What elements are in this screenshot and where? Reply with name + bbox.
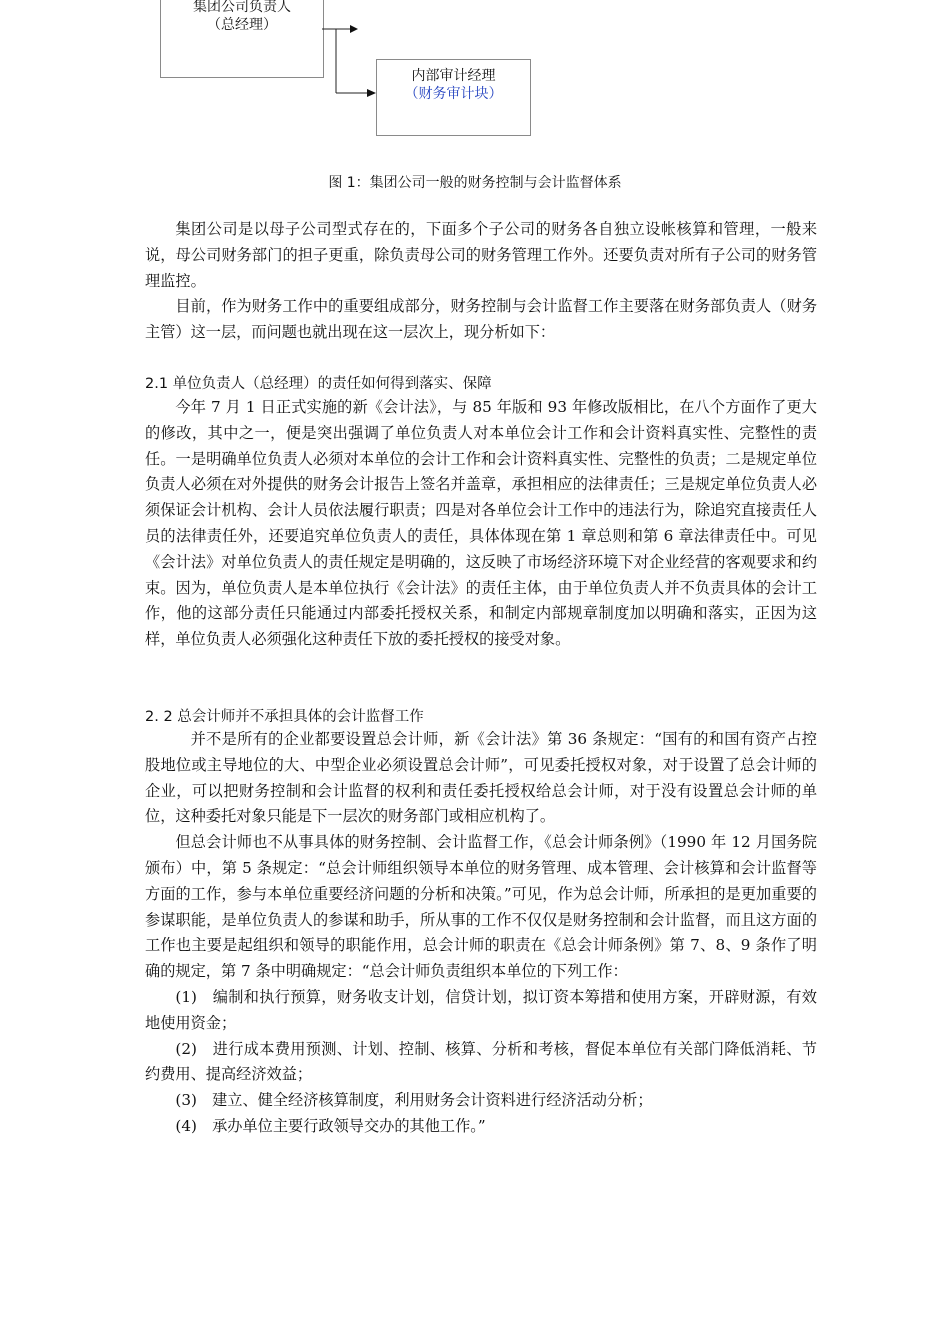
box-group-leader-title: 集团公司负责人 <box>193 0 291 15</box>
section-2-1-paragraph: 今年 7 月 1 日正式实施的新《会计法》，与 85 年版和 93 年修改版相比，在八个方面作了更大的修改，其中之一，便是突出强调了单位负责人对本单位会计工作和会计资料真实性、完整性的责任。一是明确单位负责人必须对本单位的会计工作和会计资料真实性、完整性的负责；二是规定单位负责人必须在对外提供的财务会计报告上签名并盖章，承担相应的法律责任；三是规定单位负责人必须保证会计机构、会计人员依法履行职责；四是对各单位会计工作中的违法行为，除追究直接责任人员的法律责任外，还要追究单位负责人的责任，具体体现在第 1 章总则和第 6 章法律责任中。可见《会计法》对单位负责人的责任规定是明确的，这反映了市场经济环境下对企业经营的客观要求和约束。因为，单位负责人是本单位执行《会计法》的责任主体，由于单位负责人并不负责具体的会计工作，他的这部分责任只能通过内部委托授权关系，和制定内部规章制度加以明确和落实，正因为这样，单位负责人必须强化这种责任下放的委托授权的接受对象。 <box>145 398 817 649</box>
arrowhead-top <box>350 25 358 33</box>
intro-paragraph-2: 目前，作为财务工作中的重要组成部分，财务控制与会计监督工作主要落在财务部负责人（财务主管）这一层，而问题也就出现在这一层次上，现分析如下： <box>145 297 817 342</box>
figure-caption: 图 1：集团公司一般的财务控制与会计监督体系 <box>328 175 622 191</box>
list-item-3: (3) 建立、健全经济核算制度，利用财务会计资料进行经济活动分析； <box>175 1091 653 1110</box>
box-group-leader-subtitle: （总经理） <box>207 17 277 33</box>
box-internal-audit-title: 内部审计经理 <box>411 68 496 84</box>
list-item-2: (2) 进行成本费用预测、计划、控制、核算、分析和考核，督促本单位有关部门降低消耗、节约费用、提高经济效益； <box>145 1039 817 1084</box>
intro-block <box>145 217 817 346</box>
list-item-1: (1) 编制和执行预算，财务收支计划，信贷计划，拟订资本筹措和使用方案，开辟财源，有效地使用资金； <box>145 987 817 1032</box>
box-internal-audit-subtitle: （财务审计块） <box>404 86 503 102</box>
box-internal-audit-text <box>376 67 531 103</box>
section-2-1-heading: 2.1 单位负责人（总经理）的责任如何得到落实、保障 <box>145 376 492 392</box>
section-2-2-body <box>145 727 817 1140</box>
section-2-2-heading: 2. 2 总会计师并不承担具体的会计监督工作 <box>145 709 424 725</box>
section-2-1-body <box>145 395 817 653</box>
section-2-2-paragraph-2: 但总会计师也不从事具体的财务控制、会计监督工作，《总会计师条例》（1990 年 12 月国务院颁布）中，第 5 条规定：“总会计师组织领导本单位的财务管理、成本管理、会计核算和会计监督等方面的工作，参与本单位重要经济问题的分析和决策。”可见，作为总会计师，所承担的是更加重要的参谋职能，是单位负责人的参谋和助手，所从事的工作不仅仅是财务控制和会计监督，而且这方面的工作也主要是起组织和领导的职能作用，总会计师的职责在《总会计师条例》第 7、8、9 条作了明确的规定，第 7 条中明确规定：“总会计师负责组织本单位的下列工作： <box>145 833 817 981</box>
section-2-2-paragraph-1: 并不是所有的企业都要设置总会计师，新《会计法》第 36 条规定：“国有的和国有资产占控股地位或主导地位的大、中型企业必须设置总会计师”，可见委托授权对象，对于设置了总会计师的企业，可以把财务控制和会计监督的权利和责任委托授权给总会计师，对于没有设置总会计师的单位，这种委托对象只能是下一层次的财务部门或相应机构了。 <box>145 730 817 826</box>
list-item-4: (4) 承办单位主要行政领导交办的其他工作。” <box>175 1116 486 1135</box>
intro-paragraph-1: 集团公司是以母子公司型式存在的，下面多个子公司的财务各自独立设帐核算和管理，一般来说，母公司财务部门的担子更重，除负责母公司的财务管理工作外。还要负责对所有子公司的财务管理监控。 <box>145 220 817 290</box>
arrowhead-bottom <box>367 89 376 97</box>
